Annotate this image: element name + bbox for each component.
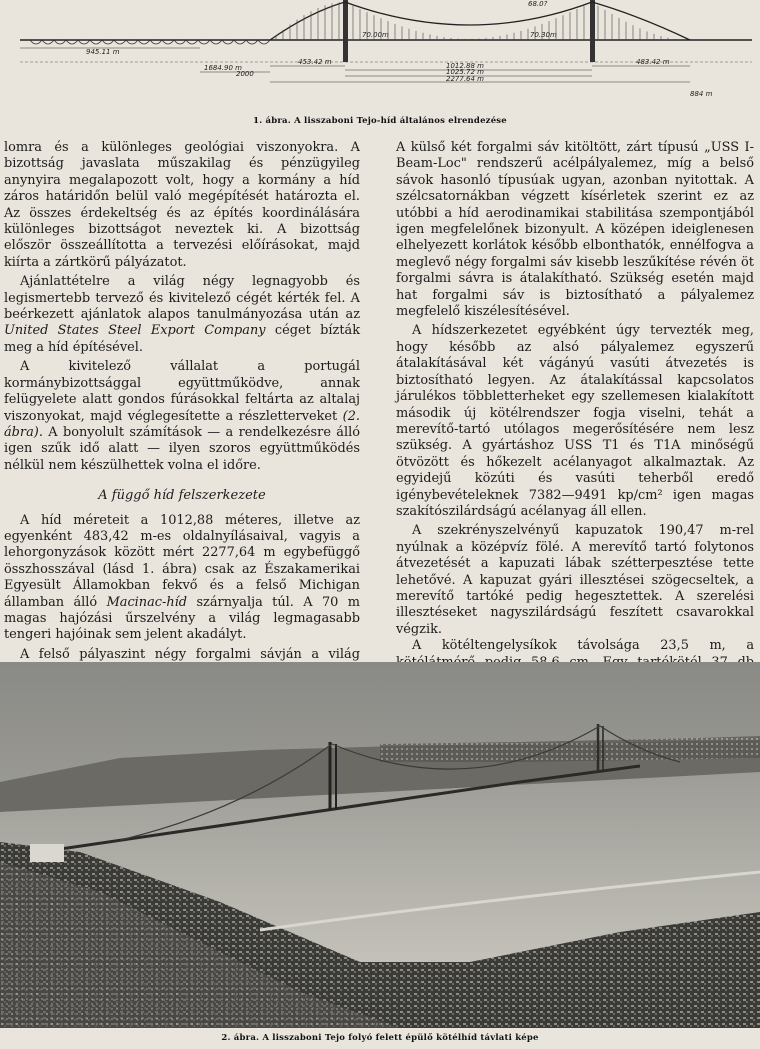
approach-viaduct: [30, 40, 270, 44]
anchorage-block: [30, 844, 64, 862]
right-tower: [590, 0, 595, 62]
figure-1-caption: 1. ábra. A lisszaboni Tejo-híd általános elrendezése: [253, 116, 507, 126]
main-cable: [270, 2, 690, 40]
right-text-column: [396, 140, 754, 687]
dim-label: 70.00m: [362, 31, 389, 39]
bridge-aerial-photo: [0, 662, 760, 1028]
paragraph: A kötéltengelysíkok távolsága 23,5 m, a: [412, 638, 754, 654]
dim-label: 1012.88 m: [446, 62, 484, 70]
bridge-name: Macinac-híd: [106, 594, 188, 610]
dimension-lines: [20, 48, 690, 82]
section-heading: A függő híd felszerkezete: [98, 488, 266, 504]
left-text-column: [4, 140, 360, 680]
figure-reference: (2. ábra): [4, 408, 360, 440]
bridge-elevation-drawing: [0, 0, 760, 108]
hangers: [276, 2, 682, 40]
dim-label: 68.0?: [528, 0, 548, 8]
paragraph: A híd méreteit a 1012,88 méteres, illetve az egyenként 483,42 m-es oldalnyílásaival, vagyis a lehorgonyzások között mért 2277,64 m egybefüggő összhosszával (lásd 1. ábra) csak az Északamerikai Egyesült Államokban fekvő és a felső Michigan államban álló Macinac-híd szárnyalja túl. A 70 m magas hajózási űrszelvény a világ legmagasabb tengeri hajóinak sem jelent akadályt.: [4, 512, 360, 643]
dim-label: 1025.72 m: [446, 68, 484, 76]
dim-label: 2000: [236, 70, 254, 78]
dim-label: 884 m: [690, 90, 713, 98]
paragraph: A hídszerkezetet egyébként úgy tervezték meg, hogy később az alsó pályalemez egyszerű átalakításával két vágányú vasúti átvezetés is biztosítható legyen. Az átalakítással kapcsolatos járulékos többletterheket egy szellemesen kialakított második új kötélrendszer fogja viselni, tehát a merevítő-tartó utólagos megerősítésére nem lesz szükség. A gyártáshoz USS T1 és T1A minőségű ötvözött és hőkezelt acélanyagot alkalmaztak. Az egyidejű közúti és vasúti teherből eredő igénybevételeknek 7382—9491 kp/cm² igen magas szakítószilárdságú acélanyag áll ellen.: [396, 323, 754, 519]
dim-label: 1684.90 m: [204, 64, 242, 72]
company-name: United States Steel Export Company: [4, 323, 266, 339]
dim-label: 2277.64 m: [446, 75, 484, 83]
paragraph: A kivitelező vállalat a portugál kormánybizottsággal együttműködve, annak felügyelete alatt gondos fúrásokkal feltárta az altalaj viszonyokat, majd véglegesítette a részletterveket (2. ábra). A bonyolult számítások — a rendelkezésre álló igen szűk idő alatt — ilyen szoros együttműködés nélkül nem készülhettek volna el időre.: [4, 359, 360, 473]
dim-label: 70.30m: [530, 31, 557, 39]
paragraph: A külső két forgalmi sáv kitöltött, zárt típusú „USS I-Beam-Loc" rendszerű acélpályalemez, míg a belső sávok hasonló típusúak ugyan, azonban nyitottak. A szélcsatornákban végzett kísérletek szerint ez az utóbbi a híd aerodinamikai stabilitása szempontjából igen megfelelőnek bizonyult. A középen ideiglenesen elhelyezett korlátok később elbonthatók, ennélfogva a meglevő négy forgalmi sáv kisebb leszűkítése révén öt forgalmi sávra is átalakítható. Szükség esetén majd hat forgalmi sáv is biztosítható a pályalemez megfelelő kiszélesítésével.: [396, 140, 754, 320]
dim-label: 483.42 m: [636, 58, 670, 66]
paragraph: A szekrényszelvényű kapuzatok 190,47 m-rel nyúlnak a középvíz fölé. A merevítő tartó folytonos átvezetését a kapuzati lábak szétterpesztése tette lehetővé. A kapuzat gyári illesztései szögecseltek, a merevítő tartóké pedig hegesztettek. A szerelési illesztéseket nagyszilárdságú feszített csavarokkal végzik.: [396, 523, 754, 637]
dim-label: 453.42 m: [298, 58, 332, 66]
paragraph: Ajánlattételre a világ négy legnagyobb és legismertebb tervező és kivitelező cégét kérték fel. A beérkezett ajánlatok alapos tanulmányozása után az United States Steel Export Company céget bízták meg a híd építésével.: [4, 274, 361, 355]
left-tower: [343, 0, 348, 62]
figure-2-caption: 2. ábra. A lisszaboni Tejo folyó felett épülő kötélhíd távlati képe: [221, 1033, 539, 1043]
dim-label: 945.11 m: [86, 48, 120, 56]
paragraph: A felső pályaszint négy forgalmi sávján a világ: [20, 646, 360, 662]
paragraph: lomra és a különleges geológiai viszonyokra. A bizottság javaslata műszakilag és pénzügyileg anynyira megalapozott volt, hogy a kormány a híd záros határidőn belül való megépítését határozta el. Az összes érdekeltség és az építés koordinálására különleges bizottságot neveztek ki. A bizottság először összeállította a tervezési előírásokat, majd kiírta a zártkörű pályázatot.: [4, 140, 360, 270]
